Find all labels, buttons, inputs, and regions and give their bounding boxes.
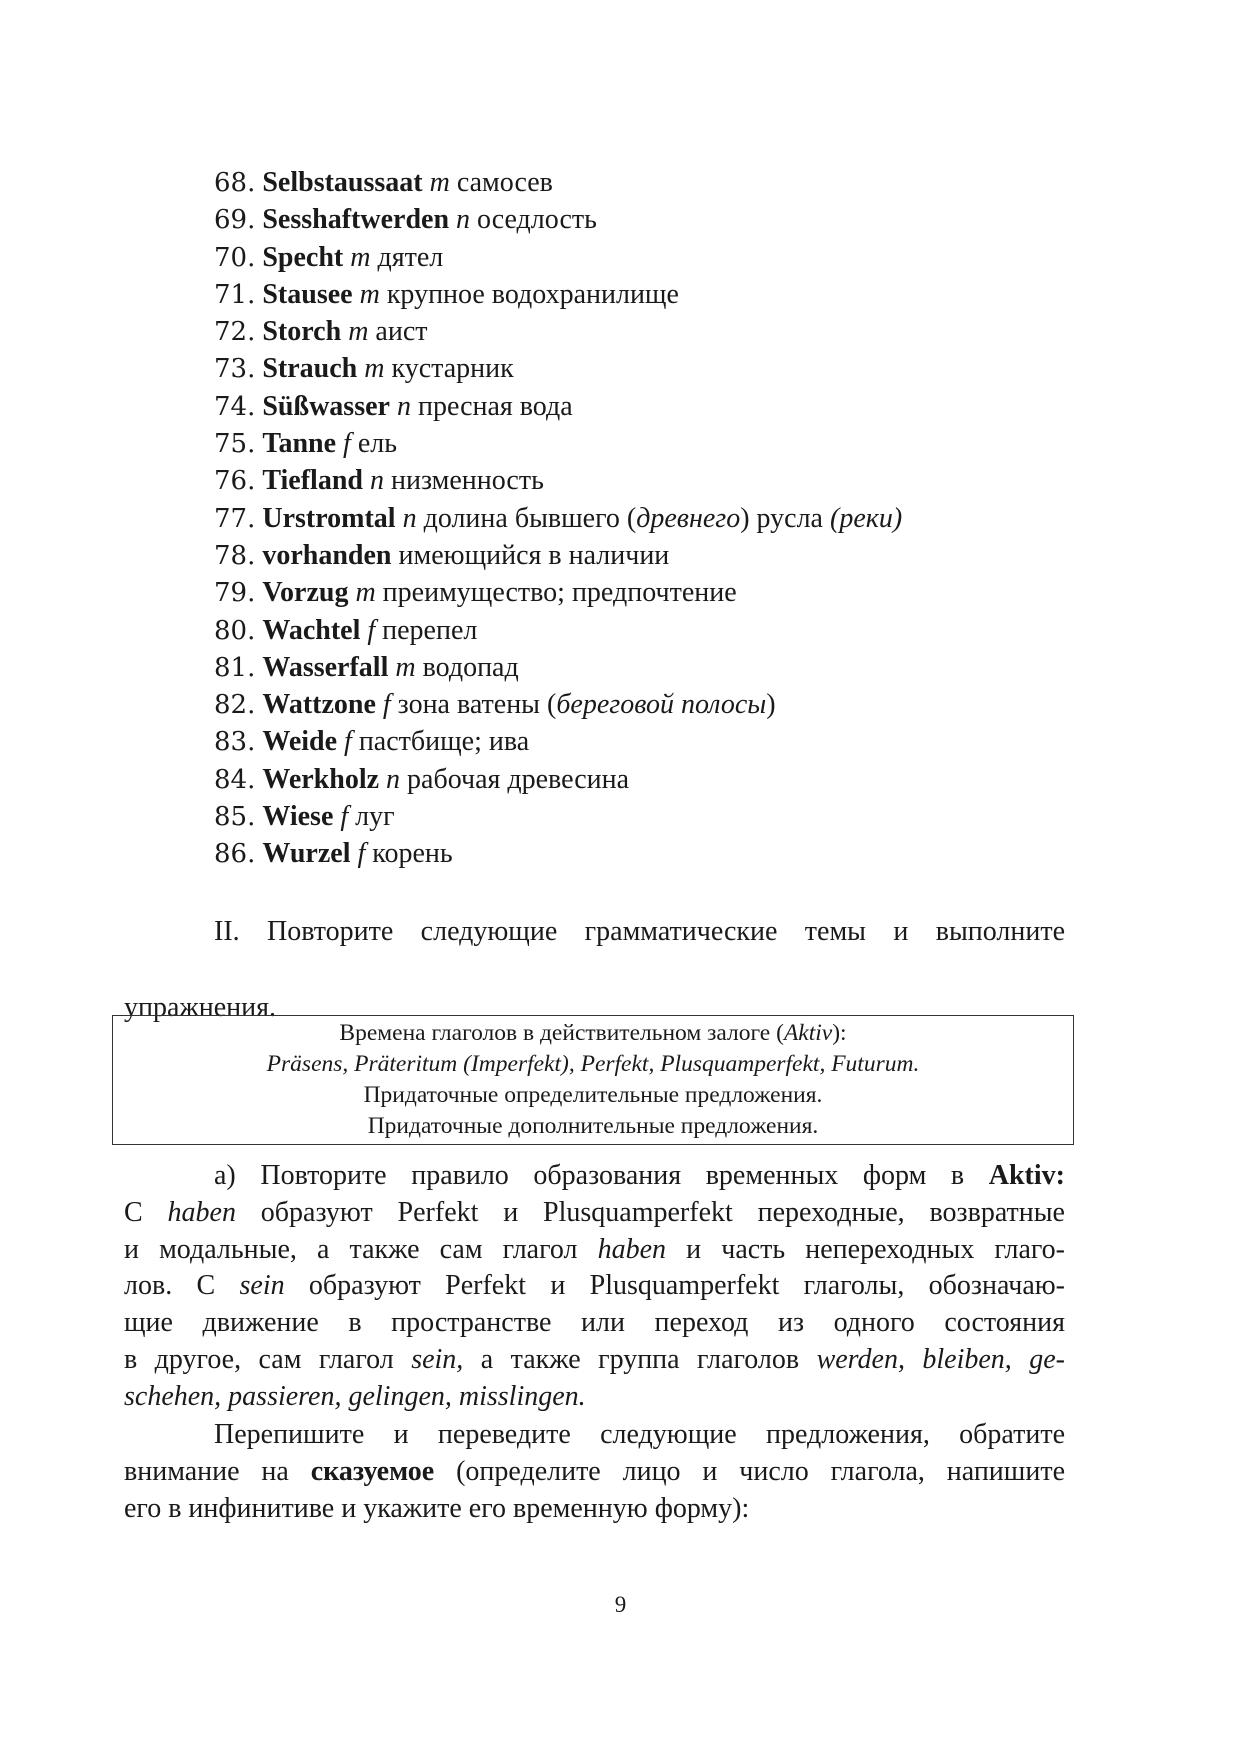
vocab-number: 81. (214, 652, 256, 683)
vocab-word: Urstromtal (262, 502, 396, 534)
vocab-translation-part: зона ватены ( (397, 689, 557, 721)
paragraph-b-line-1: Перепишите и переведите следующие предложения, обратите (214, 1419, 1065, 1450)
vocab-number: 75. (214, 429, 256, 460)
paragraph-a-line-6-italic-2: werden, bleiben, ge- (816, 1343, 1066, 1375)
vocab-word: Vorzug (262, 577, 349, 609)
vocab-number: 68. (214, 168, 256, 198)
vocab-number: 79. (214, 578, 256, 609)
vocab-entry (214, 350, 1114, 387)
paragraph-a-line-7: schehen, passieren, gelingen, misslingen. (124, 1380, 586, 1412)
vocab-entry (214, 537, 1114, 574)
vocab-number: 84. (214, 764, 256, 795)
vocab-gender: n (396, 390, 411, 422)
vocab-number: 71. (214, 279, 256, 310)
vocab-word: Sesshaftwerden (262, 204, 450, 236)
vocab-word: Tiefland (262, 465, 363, 497)
topics-line-1-end: ): (832, 1020, 847, 1046)
vocab-translation-part: долина бывшего ( (423, 502, 637, 534)
paragraph-b (124, 1417, 1065, 1527)
vocab-number: 70. (214, 242, 256, 273)
topics-line-1-italic: Aktiv (783, 1020, 833, 1046)
vocab-number: 82. (214, 690, 256, 721)
vocab-word: Stausee (262, 278, 353, 310)
vocab-entry (214, 723, 1114, 760)
vocab-word: Selbstaussaat (262, 167, 423, 198)
vocab-gender: m (395, 651, 416, 683)
vocab-number: 76. (214, 466, 256, 497)
vocab-translation-part: древнего (636, 502, 741, 534)
vocab-translation: корень (372, 838, 453, 870)
vocab-translation: рабочая древесина (407, 763, 630, 795)
vocab-word: Wattzone (262, 689, 376, 721)
vocab-translation: луг (355, 801, 395, 833)
vocab-number: 77. (214, 503, 256, 534)
vocab-gender: f (344, 726, 352, 758)
vocab-entry (214, 276, 1114, 313)
vocab-translation: самосев (456, 167, 553, 198)
page-number: 9 (614, 1592, 627, 1617)
vocab-word: Specht (262, 241, 344, 273)
paragraph-a-line-4-b: образуют Perfekt и Plusquamperfekt глаголы, обозначаю- (284, 1270, 1065, 1302)
vocab-word: Wasserfall (262, 651, 389, 683)
vocab-translation-part: береговой полосы (556, 689, 767, 721)
vocab-gender: f (382, 689, 391, 721)
paragraph-a-line-3-italic: haben (597, 1233, 667, 1265)
vocab-translation: кустарник (391, 353, 514, 385)
vocab-number: 73. (214, 354, 256, 385)
topics-line-1 (113, 1018, 1073, 1049)
vocab-entry (214, 798, 1114, 835)
vocabulary-list (214, 164, 1114, 873)
vocab-gender: m (350, 241, 371, 273)
vocab-word: Wiese (262, 801, 334, 833)
vocab-word: Süßwasser (262, 390, 390, 422)
vocab-entry (214, 425, 1114, 462)
paragraph-a-line-3-a: и модальные, а также сам глагол (124, 1233, 598, 1265)
vocab-entry (214, 649, 1114, 686)
vocab-translation: низменность (390, 465, 544, 497)
section-ii-line1: II. Повторите следующие грамматические темы и выполните (214, 916, 1065, 947)
vocab-number: 69. (214, 205, 256, 236)
paragraph-a-line-6 (124, 1342, 1065, 1379)
vocab-translation-part: (реки) (830, 502, 903, 534)
paragraph-a-line-1-bold: Aktiv: (988, 1160, 1065, 1191)
vocab-number: 85. (214, 802, 256, 833)
vocab-entry (214, 164, 1114, 201)
vocab-translation: ель (357, 428, 397, 460)
topics-line-2: Präsens, Präteritum (Imperfekt), Perfekt, Plusquamperfekt, Futurum. (266, 1051, 920, 1077)
vocab-entry (214, 686, 1114, 723)
vocab-translation: аист (375, 316, 428, 348)
vocab-word: Weide (262, 726, 338, 758)
section-ii-line2: упражнения. (124, 992, 277, 1023)
vocab-number: 78. (214, 540, 256, 571)
vocab-gender: m (359, 278, 380, 310)
vocab-gender: f (340, 801, 349, 833)
vocab-translation-part: ) русла (740, 502, 830, 534)
paragraph-a-line-2-a: С (124, 1196, 168, 1228)
topics-line-3: Придаточные определительные предложения. (363, 1082, 823, 1108)
paragraph-a-line-6-a: в другое, сам глагол (124, 1343, 412, 1375)
vocab-gender: m (355, 577, 376, 609)
vocab-entry (214, 239, 1114, 276)
vocab-word: Wurzel (262, 838, 351, 870)
paragraph-b-line-3: его в инфинитиве и укажите его временную форму): (124, 1492, 750, 1524)
vocab-translation: преимущество; предпочтение (382, 577, 737, 609)
vocab-word: Strauch (262, 353, 358, 385)
paragraph-a-line-1 (124, 1158, 1065, 1195)
paragraph-b-line-2 (124, 1454, 1065, 1491)
vocab-number: 80. (214, 615, 256, 646)
vocab-word: vorhanden (262, 539, 392, 571)
vocab-translation: крупное водохранилище (386, 278, 679, 310)
paragraph-a-line-4-italic: sein (239, 1270, 285, 1302)
paragraph-b-line-2-b: (определите лицо и число глагола, напишите (434, 1455, 1065, 1487)
topics-line-4: Придаточные дополнительные предложения. (367, 1113, 819, 1139)
vocab-entry (214, 313, 1114, 350)
vocab-word: Tanne (262, 428, 337, 460)
paragraph-a-line-5: щие движение в пространстве или переход из одного состояния (124, 1307, 1065, 1339)
paragraph-a-line-6-italic-1: sein, (411, 1343, 464, 1375)
vocab-translation: имеющийся в наличии (398, 539, 670, 571)
vocab-entry (214, 201, 1114, 238)
paragraph-a-line-2-italic: haben (167, 1196, 236, 1228)
vocab-word: Werkholz (262, 763, 380, 795)
vocab-translation: оседлость (477, 204, 597, 236)
paragraph-a-line-4-a: лов. С (124, 1270, 240, 1302)
paragraph-a-line-1-text: а) Повторите правило образования временных форм в (214, 1160, 989, 1191)
vocab-entry (214, 574, 1114, 611)
paragraph-a-line-4 (124, 1268, 1065, 1305)
vocab-translation: перепел (382, 614, 478, 646)
vocab-entry (214, 612, 1114, 649)
paragraph-a (124, 1158, 1065, 1416)
vocab-number: 86. (214, 839, 256, 870)
vocab-number: 83. (214, 727, 256, 758)
vocab-translation-part: ) (766, 689, 776, 721)
vocab-gender: n (369, 465, 384, 497)
vocab-number: 72. (214, 317, 256, 348)
vocab-translation: дятел (377, 241, 444, 273)
vocab-gender: m (348, 316, 369, 348)
vocab-number: 74. (214, 391, 256, 422)
grammar-topics-box (112, 1015, 1074, 1145)
vocab-gender: f (343, 428, 351, 460)
vocab-entry (214, 500, 1114, 537)
vocab-gender: n (386, 763, 401, 795)
section-ii-instruction (124, 913, 1065, 1027)
paragraph-b-line-2-a: внимание на (124, 1455, 311, 1487)
vocab-gender: f (367, 614, 376, 646)
vocab-word: Storch (262, 316, 342, 348)
paragraph-a-line-3-b: и часть непереходных глаго- (666, 1233, 1066, 1265)
vocab-translation: водопад (422, 651, 519, 683)
paragraph-a-line-6-b: а также группа глаголов (463, 1343, 817, 1375)
vocab-translation: пресная вода (417, 390, 573, 422)
vocab-gender: m (364, 353, 385, 385)
vocab-gender: n (402, 502, 417, 534)
vocab-gender: f (357, 838, 366, 870)
vocab-gender: m (429, 167, 450, 198)
vocab-translation: пастбище; ива (358, 726, 530, 758)
vocab-gender: n (456, 204, 471, 236)
vocab-word: Wachtel (262, 614, 361, 646)
vocab-entry (214, 761, 1114, 798)
vocab-entry (214, 462, 1114, 499)
paragraph-a-line-2 (124, 1195, 1065, 1232)
paragraph-b-line-2-bold: сказуемое (310, 1455, 435, 1487)
topics-line-1-text: Времена глаголов в действительном залоге ( (339, 1020, 784, 1046)
paragraph-a-line-2-b: образуют Perfekt и Plusquamperfekt переходные, возвратные (235, 1196, 1065, 1228)
paragraph-a-line-3 (124, 1232, 1065, 1269)
vocab-entry (214, 388, 1114, 425)
vocab-entry (214, 835, 1114, 872)
